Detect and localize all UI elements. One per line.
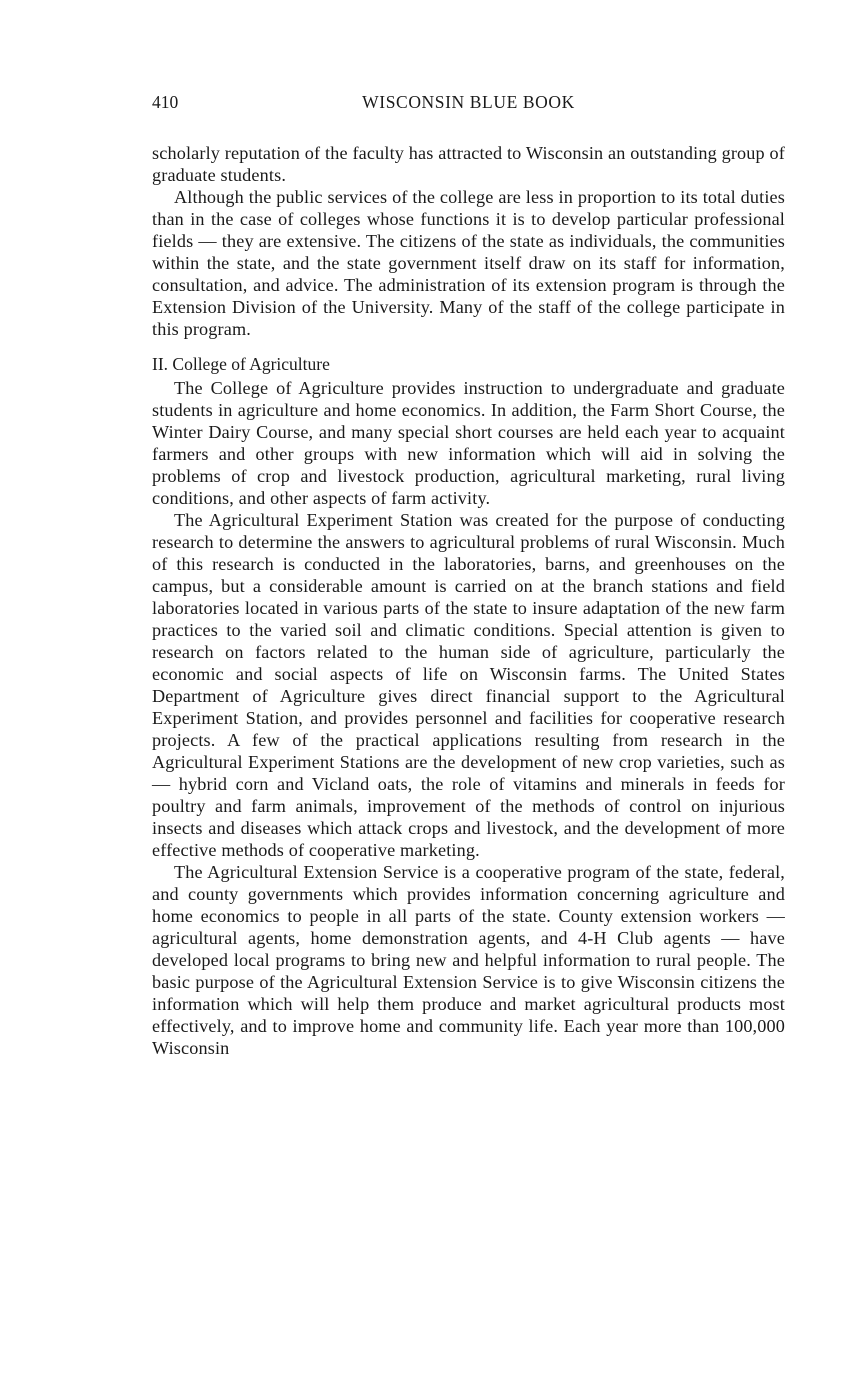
paragraph-experiment-station: The Agricultural Experiment Station was created for the purpose of conducting research to determine the answers to agricultural problems of rural Wisconsin. Much of this research is conducted in the laboratories, barns, and greenhouses on the campus, but a considerable amount is carried on at the branch stations and field laboratories located in various parts of the state to insure adaptation of the new farm practices to the varied soil and climatic conditions. Special attention is given to research on factors related to the human side of agriculture, particularly the economic and social aspects of life on Wisconsin farms. The United States Department of Agriculture gives direct financial support to the Agricultural Experiment Station, and provides personnel and facilities for cooperative research projects. A few of the practical applications resulting from research in the Agricultural Experiment Stations are the development of new crop varieties, such as — hybrid corn and Vicland oats, the role of vitamins and minerals in feeds for poultry and farm animals, improvement of the methods of control on injurious insects and diseases which attack crops and livestock, and the development of more effective methods of cooperative marketing. bbox=[152, 510, 785, 860]
paragraph-public-services: Although the public services of the college are less in proportion to its total duties than in the case of colleges whose functions it is to develop particular professional fields — they are extensive. The citizens of the state as individuals, the communities within the state, and the state government itself draw on its staff for information, consultation, and advice. The administration of its extension program is through the Extension Division of the University. Many of the staff of the college participate in this program. bbox=[152, 187, 785, 339]
paragraph-continuation: scholarly reputation of the faculty has attracted to Wisconsin an outstanding group of graduate students. bbox=[152, 143, 785, 185]
paragraph-college-of-agriculture: The College of Agriculture provides instruction to undergraduate and graduate students in agriculture and home economics. In addition, the Farm Short Course, the Winter Dairy Course, and many special short courses are held each year to acquaint farmers and other groups with new information which will aid in solving the problems of crop and livestock production, agricultural marketing, rural living conditions, and other aspects of farm activity. bbox=[152, 378, 785, 508]
running-head bbox=[152, 90, 785, 120]
body-text bbox=[152, 142, 785, 1059]
section-heading: II. College of Agriculture bbox=[152, 354, 330, 374]
book-title: WISCONSIN BLUE BOOK bbox=[362, 92, 575, 112]
document-page bbox=[152, 90, 785, 1059]
page-number: 410 bbox=[152, 92, 179, 112]
paragraph-extension-service: The Agricultural Extension Service is a cooperative program of the state, federal, and county governments which provides information concerning agriculture and home economics to people in all parts of the state. County extension workers — agricultural agents, home demonstration agents, and 4-H Club agents — have developed local programs to bring new and helpful information to rural people. The basic purpose of the Agricultural Extension Service is to give Wisconsin citizens the information which will help them produce and market agricultural products most effectively, and to improve home and community life. Each year more than 100,000 Wisconsin bbox=[152, 862, 785, 1058]
